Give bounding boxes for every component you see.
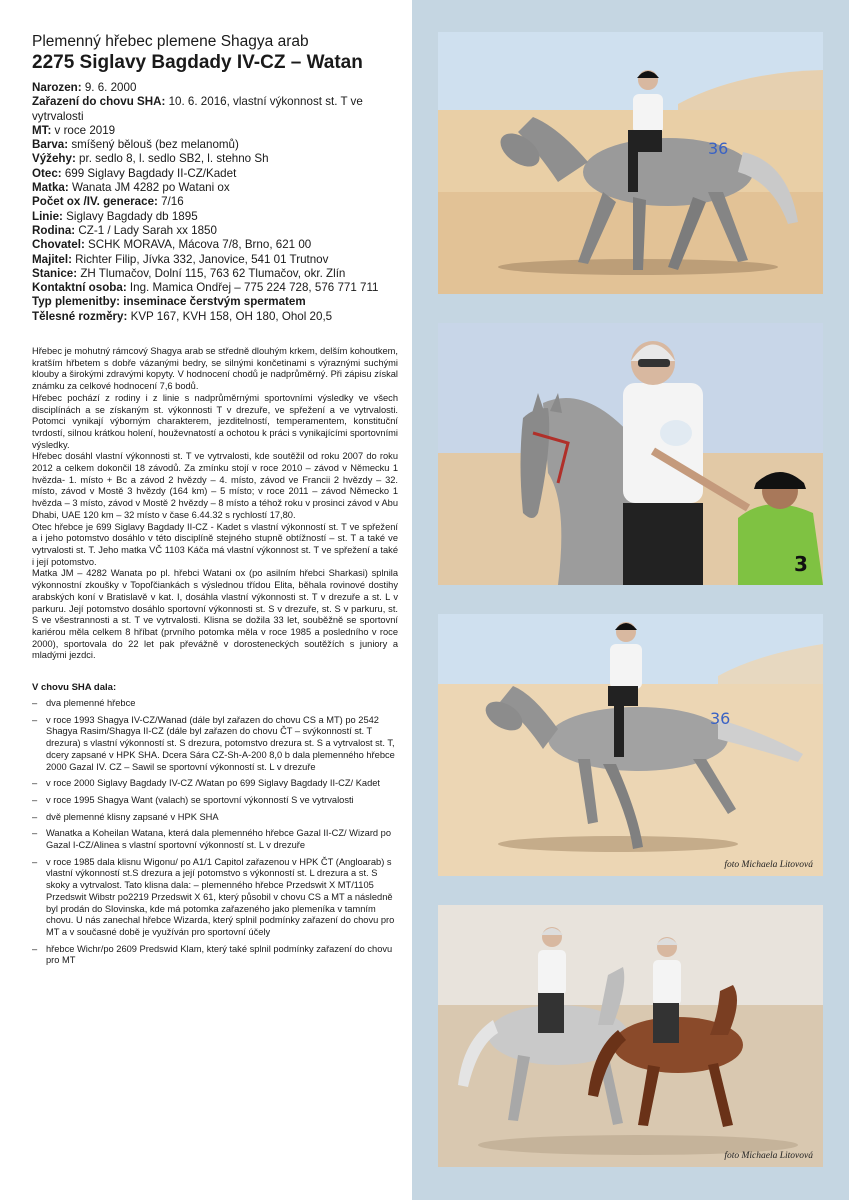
sha-item-text: Wanatka a Koheilan Watana, která dala plemenného hřebce Gazal II-CZ/ Wizard po Gazal I-CZ/Alinea s vlastní sportovní výkonností st. L v drezuře (46, 828, 392, 851)
fact-label: Výžehy: (32, 152, 76, 166)
page-subtitle: Plemenný hřebec plemene Shagya arab (32, 33, 309, 50)
fact-label: Tělesné rozměry: (32, 309, 128, 323)
fact-row (32, 81, 398, 95)
sha-list-item (32, 944, 398, 967)
description-text (32, 346, 398, 662)
fact-label: Otec: (32, 166, 62, 180)
sha-list-item (32, 715, 398, 774)
fact-row (32, 210, 398, 224)
fact-value: smíšený bělouš (bez melanomů) (68, 138, 239, 152)
list-dash: – (32, 794, 38, 805)
photo-4-image (438, 905, 823, 1167)
sha-list-item (32, 778, 398, 790)
sha-item-text: hřebce Wichr/po 2609 Predswid Klam, který také splnil podmínky zařazení do chovu pro MT (46, 943, 393, 966)
list-dash: – (32, 714, 38, 725)
fact-row (32, 181, 398, 195)
sha-item-text: dvě plemenné klisny zapsané v HPK SHA (46, 811, 219, 822)
sha-list-item (32, 698, 398, 710)
fact-label: Barva: (32, 138, 69, 152)
fact-row (32, 253, 398, 267)
fact-label: Linie: (32, 209, 63, 223)
fact-label: Počet ox /IV. generace: (32, 195, 158, 209)
fact-label: Majitel: (32, 252, 72, 266)
list-dash: – (32, 778, 38, 789)
photo-2-number: 3 (794, 552, 808, 576)
fact-value: v roce 2019 (51, 123, 116, 137)
fact-value: 9. 6. 2000 (81, 81, 137, 94)
fact-value: Richter Filip, Jívka 332, Janovice, 541 01 Trutnov (71, 252, 329, 266)
fact-row (32, 238, 398, 252)
fact-value: SCHK MORAVA, Mácova 7/8, Brno, 621 00 (84, 238, 312, 252)
body-paragraph: Hřebec pochází z rodiny i z linie s nadprůměrnými sportovními výsledky ve všech disciplínách a se získaným st. výkonnosti T v drezuře, ve spřežení a ve vytrvalosti. Potomci vynikají výborným charakterem, jezditelností, temperamentem, konstituční tvrdostí, silnou krátkou holení, houževnatostí a ochotou k práci s vynikajícími sportovními výsledky. (32, 392, 398, 450)
list-dash: – (32, 811, 38, 822)
list-dash: – (32, 943, 38, 954)
sha-list-item (32, 857, 398, 939)
fact-row (32, 124, 398, 138)
fact-row (32, 195, 398, 209)
fact-label: Narozen: (32, 81, 82, 94)
fact-row (32, 167, 398, 181)
sha-item-text: dva plemenné hřebce (46, 698, 136, 709)
photo-3-number: 36 (710, 709, 731, 728)
photo-3-credit: foto Michaela Litovová (724, 860, 813, 870)
fact-row (32, 281, 398, 295)
fact-label: Matka: (32, 181, 69, 195)
fact-label: Typ plemenitby: inseminace čerstvým spermatem (32, 295, 306, 309)
fact-row (32, 267, 398, 281)
sha-list-item (32, 828, 398, 851)
photo-rider-refreshment (438, 323, 823, 585)
body-paragraph: Otec hřebce je 699 Siglavy Bagdady II-CZ - Kadet s vlastní výkonností st. T ve spřežení a i jeho potomstvo dosáhlo v této disciplíně stejného stupně obtížností – st. T a také ve vytrvalosti st. T. Jeho matka VČ 1103 Káča má vlastní výkonnost st. T ve spřežení a také i její potomstvo. (32, 521, 398, 567)
sha-item-text: v roce 1985 dala klisnu Wigonu/ po A1/1 Capitol zařazenou v HPK ČT (Angloarab) s vlastní výkonností st.S drezura a její potomstvo s výkonností st. L drezura a st. S skoky a vytrvalost. Tato klisna dala: – plemenného hřebce Przedswit X MT/1105 Przedswit Wibstr po2219 Przedswit X 61, který působil v chovu CS a MT a následně byl prodán do Slovinska, kde má potomka zařazeného jako plemeníka v tamním chovu. U nás zanechal hřebce Wizarda, který splnil podmínky zařazení do chovu pro MT a v současné době je využíván pro sportovní účely (46, 856, 395, 937)
page-title: 2275 Siglavy Bagdady IV-CZ – Watan (32, 52, 363, 73)
list-dash: – (32, 698, 38, 709)
fact-row (32, 138, 398, 152)
photo-horse-canter (438, 614, 823, 876)
sha-item-text: v roce 2000 Siglavy Bagdady IV-CZ /Watan po 699 Siglavy Bagdady II-CZ/ Kadet (46, 778, 381, 789)
fact-value: Wanata JM 4282 po Watani ox (68, 181, 230, 195)
fact-row (32, 224, 398, 238)
sha-heading: V chovu SHA dala: (32, 682, 117, 694)
photo-4-credit: foto Michaela Litovová (724, 1151, 813, 1161)
photo-1-number: 36 (708, 139, 729, 158)
list-dash: – (32, 828, 38, 839)
sha-list-item (32, 795, 398, 807)
fact-value: 699 Siglavy Bagdady II-CZ/Kadet (61, 166, 237, 180)
fact-row (32, 152, 398, 166)
fact-row (32, 295, 398, 309)
fact-label: Kontaktní osoba: (32, 281, 127, 295)
photo-2-image (438, 323, 823, 585)
list-dash: – (32, 856, 38, 867)
fact-value: Ing. Mamica Ondřej – 775 224 728, 576 771 711 (126, 281, 379, 295)
fact-label: Stanice: (32, 266, 78, 280)
fact-label: Chovatel: (32, 238, 85, 252)
fact-value: pr. sedlo 8, l. sedlo SB2, l. stehno Sh (75, 152, 269, 166)
facts-list (32, 81, 398, 324)
sha-list (32, 698, 398, 967)
sha-item-text: v roce 1995 Shagya Want (valach) se sportovní výkonností S ve vytrvalosti (46, 794, 354, 805)
fact-label: MT: (32, 123, 52, 137)
sha-item-text: v roce 1993 Shagya IV-CZ/Wanad (dále byl zařazen do chovu CS a MT) po 2542 Shagya Rasim/Shagya II-CZ (dále byl zařazen do chovu ČT – svýkonností st. T drezura) s vlastní výkonností st. S drezura, potomstvo drezura st. S a vytrvalost st. T, dcery zapsané v HPK SHA. Dcera Sára CZ-Sh-A-200 8,0 b dala plemenného hřebce 2000 Gazal IV. CZ – Sawil se sportovní výkonností st. L v drezuře (46, 714, 395, 772)
fact-row (32, 95, 398, 124)
fact-row (32, 310, 398, 324)
body-paragraph: Hřebec dosáhl vlastní výkonnosti st. T ve vytrvalosti, kde soutěžil od roku 2007 do roku 2012 a celkem dokončil 18 závodů. Za zmínku stojí v roce 2010 – závod v Německu 1 hvězda- 1. místo + Bc a závod 2 hvězdy – 4. místo, závod ve Francii 2 hvězdy – 32. místo, závod v Mostě 3 hvězdy (164 km) – 5 místo; v roce 2011 – závod Německo 1 hvězda – 3 místo, závod v Mostě 2 hvězdy – 8 místo a téhož roku v prosinci závod v Abu Dhabi, UAE 120 km – 32 místo v čase 6.44.32 s rychlostí 17,80. (32, 451, 398, 520)
fact-value: 7/16 (157, 195, 184, 209)
fact-value: 10. 6. 2016, vlastní výkonnost st. T ve vytrvalosti (32, 95, 363, 123)
photo-two-horses-gallop (438, 905, 823, 1167)
fact-value: KVP 167, KVH 158, OH 180, Ohol 20,5 (127, 309, 333, 323)
body-paragraph: Matka JM – 4282 Wanata po pl. hřebci Watani ox (po asilním hřebci Sharkasi) splnila výkonnostní zkoušky v Topoľčiankách s výslednou třídou Elita, běhala rovinové dostihy arabských koní v Bratislavě v kat. I, dosáhla vlastní výkonnosti st. T v drezuře a st. L v parkuru. Její potomstvo dosáhlo sportovní výkonnosti st. S v drezuře, st. S v parkuru, st. S ve všestrannosti a st. T ve vytrvalosti. Klisna se dožila 33 let, souběžně se sportovní kariérou měla celkem 8 hříbat (prvního potomka měla v roce 1985 a posledního v roce 2000), sportovala do 22 let pak převážně v dorosteneckých soutěžích s juniory a mladými jezdci. (32, 568, 398, 661)
fact-label: Zařazení do chovu SHA: (32, 95, 166, 109)
photo-3-image (438, 614, 823, 876)
photo-column (412, 0, 849, 1200)
photo-1-image (438, 32, 823, 294)
fact-value: Siglavy Bagdady db 1895 (62, 209, 198, 223)
photo-horse-trot-desert (438, 32, 823, 294)
fact-value: ZH Tlumačov, Dolní 115, 763 62 Tlumačov, okr. Zlín (77, 266, 346, 280)
sha-list-item (32, 812, 398, 824)
fact-value: CZ-1 / Lady Sarah xx 1850 (75, 223, 217, 237)
fact-label: Rodina: (32, 223, 76, 237)
text-column (32, 32, 398, 972)
body-paragraph: Hřebec je mohutný rámcový Shagya arab se středně dlouhým krkem, delším kohoutkem, kratším hřbetem s dobře vázanými bedry, se silnými končetinami s výraznými suchými klouby a širokými zdravými kopyty. V hodnocení chodů je nadprůměrný. Při zápisu získal známku za celkové hodnocení 7,6 bodů. (32, 346, 398, 392)
